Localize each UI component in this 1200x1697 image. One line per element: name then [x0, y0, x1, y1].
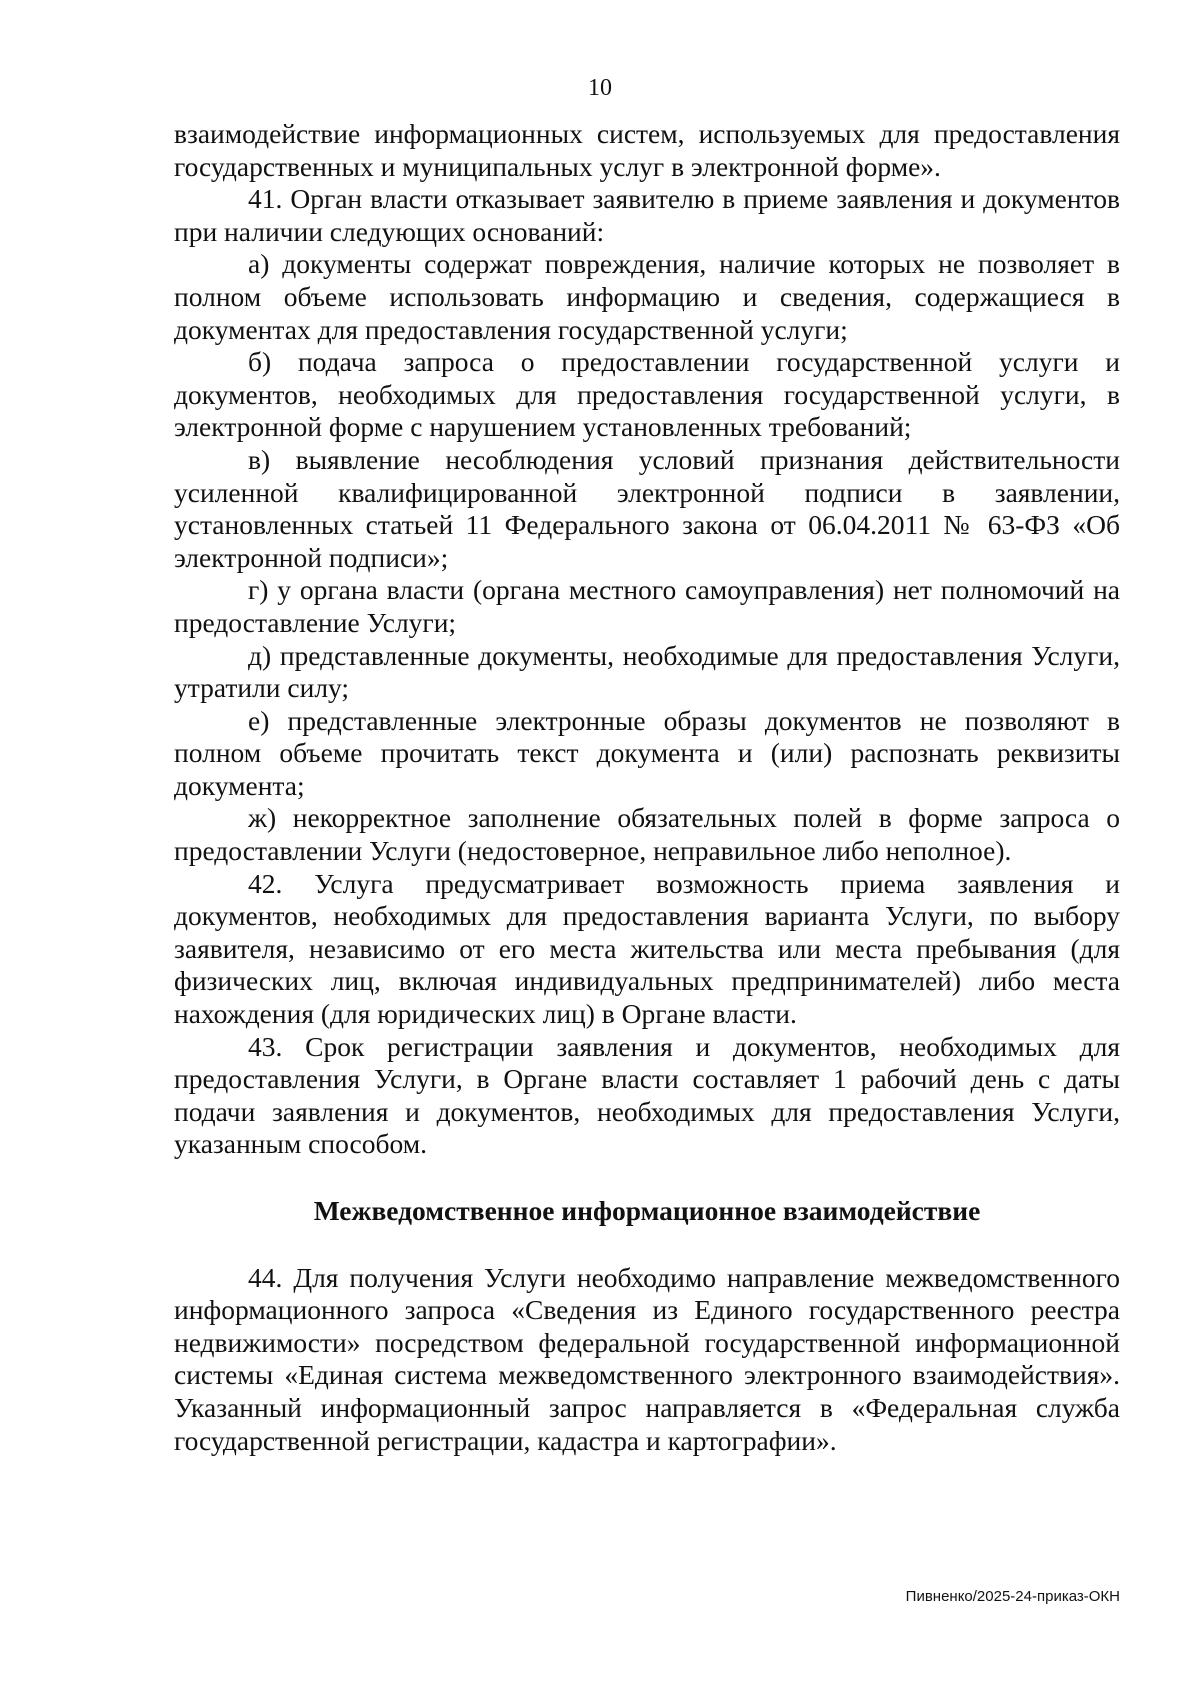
paragraph-44: 44. Для получения Услуги необходимо направление межведомственного информационного запроса «Сведения из Единого государственного реестра недвижимости» посредством федеральной государственной информационной системы «Единая система межведомственного электронного взаимодействия». Указанный информационный запрос направляется в «Федеральная служба государственной регистрации, кадастра и картографии». — [174, 1261, 1120, 1456]
list-item-a: а) документы содержат повреждения, наличие которых не позволяет в полном объеме использовать информацию и сведения, содержащиеся в документах для предоставления государственной услуги; — [174, 248, 1120, 345]
document-footer-code: Пивненко/2025-24-приказ-ОКН — [905, 1588, 1120, 1605]
paragraph-41: 41. Орган власти отказывает заявителю в приеме заявления и документов при наличии следующих оснований: — [174, 183, 1120, 247]
paragraph-continuation: взаимодействие информационных систем, используемых для предоставления государственных и муниципальных услуг в электронной форме». — [174, 118, 1120, 182]
list-item-d: д) представленные документы, необходимые для предоставления Услуги, утратили силу; — [174, 639, 1120, 704]
list-item-g: г) у органа власти (органа местного самоуправления) нет полномочий на предоставление Услуги; — [174, 574, 1120, 638]
paragraph-43: 43. Срок регистрации заявления и документов, необходимых для предоставления Услуги, в Органе власти составляет 1 рабочий день с даты подачи заявления и документов, необходимых для предоставления Услуги, указанным способом. — [174, 1030, 1120, 1160]
list-item-b: б) подача запроса о предоставлении государственной услуги и документов, необходимых для предоставления государственной услуги, в электронной форме с нарушением установленных требований; — [174, 346, 1120, 443]
page-number: 10 — [588, 75, 612, 101]
list-item-e: е) представленные электронные образы документов не позволяют в полном объеме прочитать текст документа и (или) распознать реквизиты документа; — [174, 704, 1120, 801]
section-heading-wrapper — [174, 1161, 1120, 1262]
document-body — [174, 118, 1120, 1457]
list-item-zh: ж) некорректное заполнение обязательных полей в форме запроса о предоставлении Услуги (недостоверное, неправильное либо неполное). — [174, 802, 1120, 867]
paragraph-42: 42. Услуга предусматривает возможность приема заявления и документов, необходимых для предоставления варианта Услуги, по выбору заявителя, независимо от его места жительства или места пребывания (для физических лиц, включая индивидуальных предпринимателей) либо места нахождения (для юридических лиц) в Органе власти. — [174, 867, 1120, 1030]
list-item-v: в) выявление несоблюдения условий признания действительности усиленной квалифицированной электронной подписи в заявлении, установленных статьей 11 Федерального закона от 06.04.2011 № 63-ФЗ «Об электронной подписи»; — [174, 443, 1120, 573]
section-heading: Межведомственное информационное взаимодействие — [313, 1195, 981, 1226]
